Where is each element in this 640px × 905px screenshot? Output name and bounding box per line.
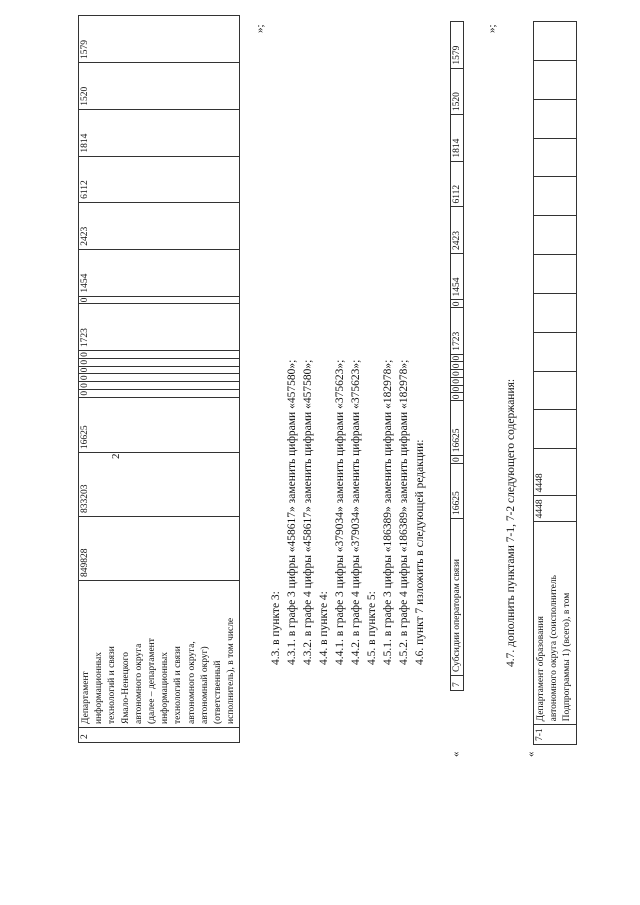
table-row <box>534 22 577 745</box>
cell-value: 0 <box>452 363 462 369</box>
opening-quote: « <box>450 751 462 757</box>
cell-value: 0 <box>79 382 240 390</box>
amendment-line: 4.3.1. в графе 3 цифры «458617» заменить цифрами «457580»; <box>286 359 298 665</box>
amendment-line: 4.6. пункт 7 изложить в следующей редакции: <box>414 439 426 665</box>
cell-value: 0 <box>79 389 240 397</box>
row-number: 7-1 <box>534 725 577 745</box>
closing-quote: »; <box>254 24 266 33</box>
cell-value: 0 <box>79 296 240 304</box>
cell-empty <box>534 177 577 216</box>
cell-value: 849828 <box>79 517 240 581</box>
cell-empty <box>534 216 577 255</box>
cell-value: 0 <box>452 371 462 376</box>
cell-value: 833203 <box>79 453 240 517</box>
cell-empty <box>534 371 577 410</box>
cell-value: 0 <box>79 366 240 374</box>
cell-value: 1454 <box>451 254 464 301</box>
cell-value: 1520 <box>451 68 464 115</box>
row-label: Департамент информационных технологий и связи Ямало-Ненецкого автономного округа (далее – департамент информационных технологий и связи автономного округа, автономный округ) (ответственный исполнитель), в том числе <box>79 581 240 728</box>
page-number: 2 <box>110 453 122 459</box>
cell-value: 1814 <box>451 115 464 162</box>
cell-empty <box>534 22 577 61</box>
amendment-line: 4.5. в пункте 5: <box>366 591 378 665</box>
amendment-line: 4.3. в пункте 3: <box>270 591 282 665</box>
item-4-7: 4.7. дополнить пунктами 7-1, 7-2 следующего содержания: <box>505 378 517 667</box>
table-subsidies <box>450 21 464 691</box>
amendment-line: 4.5.1. в графе 3 цифры «186389» заменить цифрами «182978»; <box>382 359 394 665</box>
cell-value: 0 <box>452 457 462 462</box>
cell-value: 1814 <box>79 109 240 156</box>
cell-value: 1454 <box>79 249 240 296</box>
cell-value: 1579 <box>451 22 464 69</box>
cell-value: 0 <box>79 374 240 382</box>
closing-quote: »; <box>486 24 498 33</box>
amendments-list <box>268 360 428 665</box>
table-education-department <box>533 21 577 745</box>
cell-value: 4448 <box>534 449 577 496</box>
cell-value: 0 <box>452 301 462 307</box>
cell-value: 0 <box>79 351 240 359</box>
table-funding-department <box>78 15 240 743</box>
table-row <box>79 16 240 743</box>
amendment-line: 4.4.2. в графе 4 цифры «379034» заменить цифрами «375623»; <box>350 359 362 665</box>
cell-value: 1723 <box>79 304 240 351</box>
cell-empty <box>534 138 577 177</box>
row-label: Субсидии операторам связи <box>451 519 464 676</box>
cell-value: 1723 <box>451 308 464 355</box>
cell-value: 1520 <box>79 62 240 109</box>
cell-value: 6112 <box>451 161 464 207</box>
cell-value: 16625 <box>451 401 464 456</box>
cell-value: 0 <box>79 358 240 366</box>
cell-value: 2423 <box>79 202 240 249</box>
amendment-line: 4.4.1. в графе 3 цифры «379034» заменить цифрами «375623»; <box>334 359 346 665</box>
cell-empty <box>534 410 577 449</box>
cell-value: 0 <box>452 355 462 361</box>
opening-quote: « <box>525 751 537 757</box>
cell-empty <box>534 293 577 332</box>
cell-empty <box>534 255 577 294</box>
cell-empty <box>534 99 577 138</box>
row-number: 7 <box>451 676 464 691</box>
row-label: Департамент образования автономного округа (соисполнитель Подпрограммы 1) (всего), в том <box>534 522 577 725</box>
cell-empty <box>534 332 577 371</box>
cell-value: 0 <box>452 379 462 384</box>
cell-value: 16625 <box>451 464 464 519</box>
cell-value: 6112 <box>79 156 240 202</box>
row-number: 2 <box>79 728 240 743</box>
cell-value: 16625 <box>79 397 240 452</box>
cell-value: 1579 <box>79 16 240 63</box>
cell-value: 4448 <box>534 496 577 522</box>
amendment-line: 4.3.2. в графе 4 цифры «458617» заменить цифрами «457580»; <box>302 359 314 665</box>
cell-value: 2423 <box>451 207 464 254</box>
amendment-line: 4.4. в пункте 4: <box>318 591 330 665</box>
cell-empty <box>534 60 577 99</box>
table-row <box>451 22 464 691</box>
cell-value: 0 <box>452 386 462 392</box>
amendment-line: 4.5.2. в графе 4 цифры «186389» заменить цифрами «182978»; <box>398 359 410 665</box>
cell-value: 0 <box>452 394 462 400</box>
